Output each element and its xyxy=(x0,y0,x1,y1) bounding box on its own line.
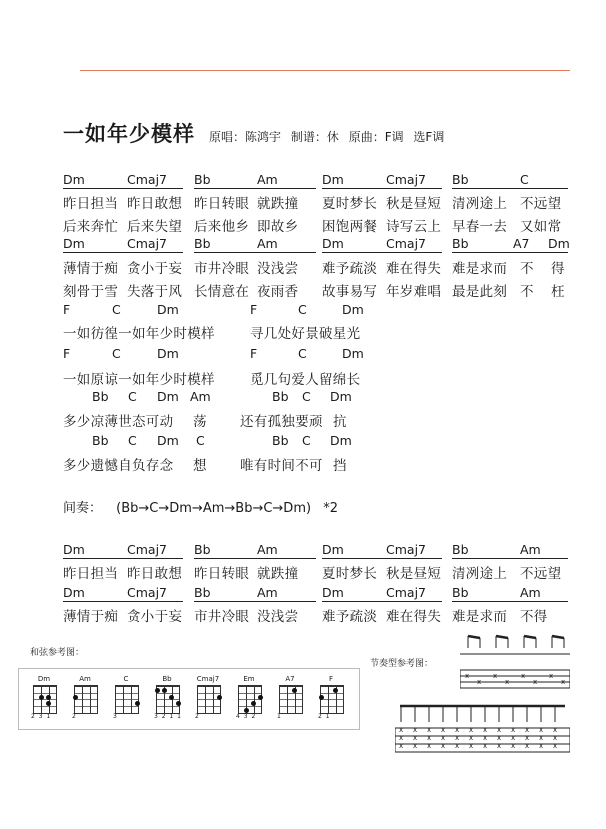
lyric-phrase: 清冽途上 xyxy=(452,566,508,582)
chord-symbol: C xyxy=(112,346,121,361)
chord-symbol: Am xyxy=(257,172,278,187)
chord-symbol: C xyxy=(196,433,205,448)
finger-dot xyxy=(162,688,167,693)
interlude-label: 间奏： xyxy=(63,501,103,516)
lyric-phrase: 后来他乡 xyxy=(194,219,250,235)
lyric-phrase: 不得 xyxy=(520,609,548,625)
rhythm-pattern-2 xyxy=(395,700,570,762)
chord-diagram-name: F xyxy=(328,675,334,683)
lyric-phrase: 得 xyxy=(551,261,565,277)
lyric-phrase: 难在得失 xyxy=(386,261,442,277)
fretboard xyxy=(115,685,139,714)
chord-underline xyxy=(194,188,316,189)
chord-underline xyxy=(322,252,442,253)
chord-symbol: Dm xyxy=(548,236,570,251)
chord-symbol: Bb xyxy=(452,585,469,600)
finger-dot xyxy=(73,695,78,700)
lyric-phrase: 秋是昼短 xyxy=(386,566,442,582)
chord-symbol: Bb xyxy=(92,433,109,448)
svg-text:x: x xyxy=(511,742,516,750)
lyric-phrase: 抗 xyxy=(333,414,347,430)
svg-text:x: x xyxy=(525,742,530,750)
chord-diagram xyxy=(191,675,225,723)
chord-symbol: C xyxy=(128,389,137,404)
chord-symbol: F xyxy=(250,346,258,361)
lyric-phrase: 年岁难唱 xyxy=(386,284,442,300)
chord-diagram-name: Em xyxy=(243,675,255,683)
rhythm-pattern-1 xyxy=(460,632,570,690)
svg-text:x: x xyxy=(539,726,544,734)
svg-text:x: x xyxy=(455,734,460,742)
lyric-phrase: 贪小于妄 xyxy=(127,261,183,277)
lyric-phrase: 觅几句爱人留绵长 xyxy=(250,372,361,388)
finger-numbers: 2 xyxy=(195,713,200,720)
finger-numbers: 2 1 xyxy=(318,713,331,720)
chord-symbol: C xyxy=(112,302,121,317)
chord-symbol: Dm xyxy=(157,389,179,404)
lyric-phrase: 不远望 xyxy=(520,196,562,212)
chord-symbol: Cmaj7 xyxy=(386,172,426,187)
chord-diagram xyxy=(273,675,307,723)
svg-text:x: x xyxy=(539,734,544,742)
lyric-phrase: 秋是昼短 xyxy=(386,196,442,212)
chord-symbol: Bb xyxy=(194,172,211,187)
chord-diagram xyxy=(68,675,102,723)
lyric-phrase: 一如原谅一如年少时模样 xyxy=(63,372,215,388)
fretboard xyxy=(156,685,180,714)
lyric-phrase: 夜雨香 xyxy=(257,284,299,300)
chord-underline xyxy=(452,252,568,253)
chord-diagram-box xyxy=(18,668,360,730)
lyric-phrase: 又如常 xyxy=(520,219,562,235)
finger-dot xyxy=(258,695,263,700)
fretboard xyxy=(74,685,98,714)
lyric-phrase: 昨日敢想 xyxy=(127,196,183,212)
lyric-phrase: 清冽途上 xyxy=(452,196,508,212)
lyric-phrase: 难在得失 xyxy=(386,609,442,625)
lyric-phrase: 贪小于妄 xyxy=(127,609,183,625)
chord-symbol: C xyxy=(298,302,307,317)
chord-diagram-name: Cmaj7 xyxy=(196,675,220,683)
svg-text:x: x xyxy=(455,742,460,750)
lyric-phrase: 多少遗憾自负存念 xyxy=(63,458,174,474)
lyric-phrase: 没浅尝 xyxy=(257,609,299,625)
chord-ref-label: 和弦参考图： xyxy=(30,648,85,658)
chord-symbol: Cmaj7 xyxy=(127,172,167,187)
chord-symbol: Dm xyxy=(330,389,352,404)
svg-text:x: x xyxy=(477,678,482,686)
finger-dot xyxy=(292,688,297,693)
lyric-phrase: 不远望 xyxy=(520,566,562,582)
interlude xyxy=(63,497,338,516)
svg-text:x: x xyxy=(539,742,544,750)
finger-numbers: 3 2 1 1 xyxy=(154,713,182,720)
svg-text:x: x xyxy=(505,678,510,686)
finger-numbers: 2 3 1 xyxy=(31,713,52,720)
chord-symbol: C xyxy=(302,433,311,448)
chord-symbol: Cmaj7 xyxy=(386,542,426,557)
chord-symbol: Dm xyxy=(157,433,179,448)
lyric-phrase: 难予疏淡 xyxy=(322,609,378,625)
svg-text:x: x xyxy=(549,672,554,680)
svg-text:x: x xyxy=(469,726,474,734)
svg-text:x: x xyxy=(553,742,558,750)
lyric-phrase: 市井冷眼 xyxy=(194,609,250,625)
lyric-phrase: 市井冷眼 xyxy=(194,261,250,277)
lyric-phrase: 刻骨于雪 xyxy=(63,284,119,300)
finger-dot xyxy=(319,695,324,700)
chord-symbol: C xyxy=(520,172,529,187)
finger-dot xyxy=(176,701,181,706)
chord-diagram xyxy=(27,675,61,723)
lyric-phrase: 失落于风 xyxy=(127,284,183,300)
song-meta xyxy=(209,128,450,145)
chord-symbol: C xyxy=(128,433,137,448)
chord-symbol: Dm xyxy=(63,542,85,557)
chord-symbol: Am xyxy=(257,236,278,251)
chord-underline xyxy=(322,188,442,189)
svg-text:x: x xyxy=(525,726,530,734)
lyric-phrase: 昨日转眼 xyxy=(194,196,250,212)
svg-text:x: x xyxy=(399,734,404,742)
lyric-phrase: 寻几处好景破星光 xyxy=(250,326,361,342)
finger-dot xyxy=(244,708,249,713)
lyric-phrase: 不 xyxy=(520,284,534,300)
fretboard xyxy=(197,685,221,714)
chord-underline xyxy=(63,558,183,559)
chord-symbol: Dm xyxy=(330,433,352,448)
svg-text:x: x xyxy=(427,726,432,734)
svg-text:x: x xyxy=(521,672,526,680)
chord-symbol: Bb xyxy=(272,389,289,404)
singer: 原唱：陈鸿宇 xyxy=(209,130,282,144)
chord-symbol: Dm xyxy=(342,346,364,361)
chord-underline xyxy=(194,558,316,559)
finger-numbers: 2 xyxy=(72,713,77,720)
chord-diagram-name: Am xyxy=(79,675,91,683)
svg-text:x: x xyxy=(497,734,502,742)
finger-dot xyxy=(46,701,51,706)
svg-text:x: x xyxy=(497,726,502,734)
svg-text:x: x xyxy=(441,734,446,742)
chord-symbol: Dm xyxy=(322,542,344,557)
lyric-phrase: 早春一去 xyxy=(452,219,508,235)
lyric-phrase: 昨日转眼 xyxy=(194,566,250,582)
lyric-phrase: 后来失望 xyxy=(127,219,183,235)
lyric-phrase: 长情意在 xyxy=(194,284,250,300)
chord-underline xyxy=(194,601,316,602)
svg-text:x: x xyxy=(483,742,488,750)
finger-dot xyxy=(333,688,338,693)
chord-symbol: Am xyxy=(257,542,278,557)
svg-text:x: x xyxy=(483,734,488,742)
chord-symbol: A7 xyxy=(513,236,530,251)
chord-diagram-name: A7 xyxy=(285,675,295,683)
chord-symbol: Dm xyxy=(157,302,179,317)
svg-text:x: x xyxy=(483,726,488,734)
chord-symbol: Cmaj7 xyxy=(127,542,167,557)
chord-symbol: Am xyxy=(257,585,278,600)
svg-text:x: x xyxy=(493,672,498,680)
lyric-phrase: 昨日敢想 xyxy=(127,566,183,582)
lyric-phrase: 多少凉薄世态可动 xyxy=(63,414,174,430)
chord-underline xyxy=(63,188,183,189)
lyric-phrase: 挡 xyxy=(333,458,347,474)
interlude-repeat: *2 xyxy=(323,501,338,516)
svg-text:x: x xyxy=(511,726,516,734)
lyric-phrase: 昨日担当 xyxy=(63,196,119,212)
title-row xyxy=(63,118,450,148)
svg-text:x: x xyxy=(465,672,470,680)
fretboard xyxy=(279,685,303,714)
svg-text:x: x xyxy=(525,734,530,742)
lyric-phrase: 即故乡 xyxy=(257,219,299,235)
chord-symbol: Am xyxy=(520,542,541,557)
chord-symbol: Dm xyxy=(322,172,344,187)
lyric-phrase: 最是此刻 xyxy=(452,284,508,300)
finger-dot xyxy=(39,695,44,700)
chord-symbol: Am xyxy=(190,389,211,404)
lyric-phrase: 难是求而 xyxy=(452,609,508,625)
lyric-phrase: 困饱两餐 xyxy=(322,219,378,235)
chord-diagram xyxy=(109,675,143,723)
lyric-phrase: 还有孤独要顽 xyxy=(240,414,323,430)
chord-symbol: Bb xyxy=(452,236,469,251)
chord-underline xyxy=(63,601,183,602)
svg-text:x: x xyxy=(469,734,474,742)
svg-text:x: x xyxy=(399,726,404,734)
svg-text:x: x xyxy=(533,678,538,686)
svg-text:x: x xyxy=(511,734,516,742)
chord-symbol: Cmaj7 xyxy=(127,585,167,600)
svg-text:x: x xyxy=(469,742,474,750)
lyric-phrase: 故事易写 xyxy=(322,284,378,300)
chord-symbol: Bb xyxy=(194,236,211,251)
original-key: 原曲：F调 xyxy=(348,130,404,144)
chord-diagram-name: Dm xyxy=(37,675,51,683)
svg-text:x: x xyxy=(399,742,404,750)
lyric-phrase: 薄情于痴 xyxy=(63,261,119,277)
svg-text:x: x xyxy=(561,678,566,686)
chord-symbol: Bb xyxy=(194,585,211,600)
chord-diagram xyxy=(232,675,266,723)
interlude-progression: (Bb→C→Dm→Am→Bb→C→Dm) xyxy=(116,501,312,516)
lyric-phrase: 昨日担当 xyxy=(63,566,119,582)
lyric-phrase: 唯有时间不可 xyxy=(240,458,323,474)
fretboard xyxy=(238,685,262,714)
chord-symbol: Dm xyxy=(322,236,344,251)
lyric-phrase: 难是求而 xyxy=(452,261,508,277)
chord-symbol: Cmaj7 xyxy=(386,585,426,600)
svg-text:x: x xyxy=(413,726,418,734)
chord-diagram xyxy=(150,675,184,723)
chord-diagram-name: Bb xyxy=(162,675,172,683)
svg-text:x: x xyxy=(427,734,432,742)
chord-symbol: F xyxy=(250,302,258,317)
finger-dot xyxy=(251,701,256,706)
svg-text:x: x xyxy=(441,742,446,750)
finger-dot xyxy=(135,701,140,706)
finger-numbers: 1 xyxy=(277,713,282,720)
rhythm-ref-label: 节奏型参考图： xyxy=(370,659,434,669)
finger-dot xyxy=(155,688,160,693)
chord-symbol: Am xyxy=(520,585,541,600)
fretboard xyxy=(320,685,344,714)
svg-text:x: x xyxy=(553,734,558,742)
lyric-phrase: 就跌撞 xyxy=(257,196,299,212)
svg-text:x: x xyxy=(455,726,460,734)
chord-underline xyxy=(452,558,568,559)
chord-symbol: Dm xyxy=(322,585,344,600)
chord-diagram xyxy=(314,675,348,723)
chord-symbol: Cmaj7 xyxy=(386,236,426,251)
chord-symbol: Dm xyxy=(63,585,85,600)
header-rule xyxy=(80,70,570,71)
chord-underline xyxy=(322,601,442,602)
svg-text:x: x xyxy=(553,726,558,734)
lyric-phrase: 想 xyxy=(193,458,207,474)
chord-underline xyxy=(63,252,183,253)
lyric-phrase: 荡 xyxy=(193,414,207,430)
svg-text:x: x xyxy=(413,734,418,742)
lyric-phrase: 后来奔忙 xyxy=(63,219,119,235)
chord-diagram-name: C xyxy=(123,675,129,683)
finger-numbers: 4 3 2 xyxy=(236,713,257,720)
lyric-phrase: 薄情于痴 xyxy=(63,609,119,625)
lyric-phrase: 枉 xyxy=(551,284,565,300)
arranger: 制谱：休 xyxy=(290,130,339,144)
lyric-phrase: 没浅尝 xyxy=(257,261,299,277)
svg-text:x: x xyxy=(441,726,446,734)
svg-text:x: x xyxy=(427,742,432,750)
svg-text:x: x xyxy=(413,742,418,750)
finger-numbers: 3 xyxy=(113,713,118,720)
chord-underline xyxy=(194,252,316,253)
finger-dot xyxy=(46,695,51,700)
chord-symbol: Bb xyxy=(92,389,109,404)
play-key: 选F调 xyxy=(413,130,445,144)
chord-underline xyxy=(322,558,442,559)
chord-symbol: Bb xyxy=(452,542,469,557)
chord-symbol: Bb xyxy=(452,172,469,187)
lyric-phrase: 夏时梦长 xyxy=(322,196,378,212)
chord-symbol: Bb xyxy=(194,542,211,557)
finger-dot xyxy=(217,695,222,700)
chord-symbol: Dm xyxy=(342,302,364,317)
song-title: 一如年少模样 xyxy=(63,122,195,146)
chord-symbol: Dm xyxy=(157,346,179,361)
chord-symbol: F xyxy=(63,346,71,361)
lyric-phrase: 难予疏淡 xyxy=(322,261,378,277)
chord-symbol: Cmaj7 xyxy=(127,236,167,251)
chord-underline xyxy=(452,188,568,189)
lyric-phrase: 就跌撞 xyxy=(257,566,299,582)
chord-symbol: Bb xyxy=(272,433,289,448)
lyric-phrase: 诗写云上 xyxy=(386,219,442,235)
chord-underline xyxy=(452,601,568,602)
svg-text:x: x xyxy=(497,742,502,750)
chord-symbol: C xyxy=(302,389,311,404)
finger-dot xyxy=(169,695,174,700)
lyric-phrase: 一如彷徨一如年少时模样 xyxy=(63,326,215,342)
fretboard xyxy=(33,685,57,714)
chord-symbol: Dm xyxy=(63,236,85,251)
lyric-phrase: 夏时梦长 xyxy=(322,566,378,582)
chord-symbol: C xyxy=(298,346,307,361)
chord-symbol: F xyxy=(63,302,71,317)
chord-symbol: Dm xyxy=(63,172,85,187)
lyric-phrase: 不 xyxy=(520,261,534,277)
